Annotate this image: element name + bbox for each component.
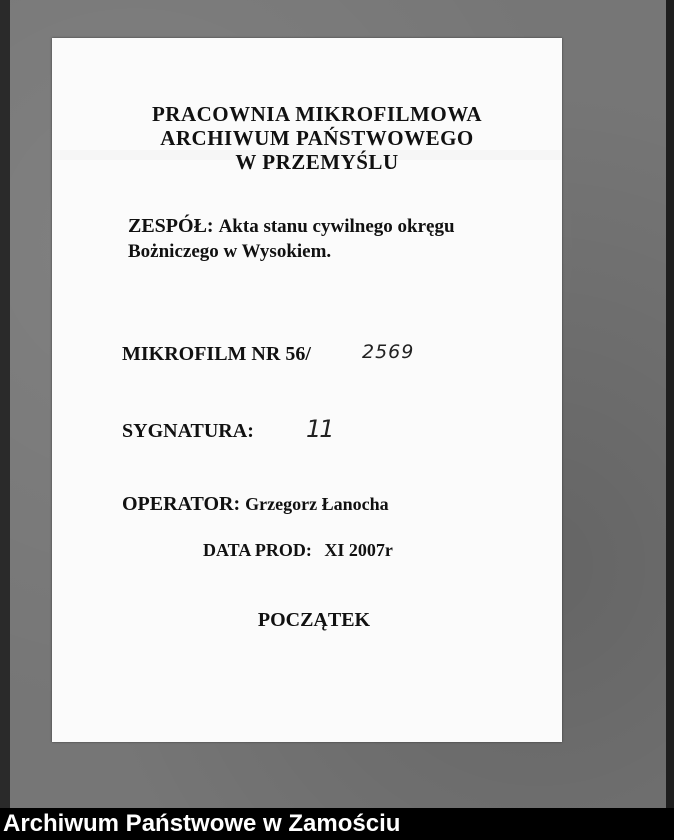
data-prod-value: XI 2007r [324, 540, 393, 560]
institution-header [52, 102, 582, 174]
header-line-1: PRACOWNIA MIKROFILMOWA [151, 102, 483, 126]
header-line-3: W PRZEMYŚLU [235, 150, 399, 174]
film-edge-left [0, 0, 10, 808]
footer-bar [0, 808, 674, 840]
data-prod-label: DATA PROD: [203, 540, 312, 560]
status-text: POCZĄTEK [257, 609, 371, 631]
zespol-value-line-1: Akta stanu cywilnego okręgu [218, 216, 455, 237]
sygnatura-handwritten-value: 11 [306, 415, 333, 443]
mikrofilm-label: MIKROFILM NR 56/ [122, 343, 311, 365]
zespol-block [128, 214, 455, 264]
zespol-label: ZESPÓŁ: [128, 215, 214, 237]
data-prod-block [203, 540, 393, 561]
footer-archive-name: Archiwum Państwowe w Zamościu [3, 810, 401, 837]
operator-block [122, 493, 389, 516]
operator-value: Grzegorz Łanocha [245, 494, 389, 514]
operator-label: OPERATOR: [122, 493, 241, 515]
header-line-2: ARCHIWUM PAŃSTWOWEGO [160, 126, 474, 150]
mikrofilm-handwritten-number: 2569 [362, 341, 415, 363]
sygnatura-label: SYGNATURA: [122, 420, 254, 442]
film-edge-right [666, 0, 674, 808]
zespol-value-line-2: Bożniczego w Wysokiem. [128, 241, 332, 262]
